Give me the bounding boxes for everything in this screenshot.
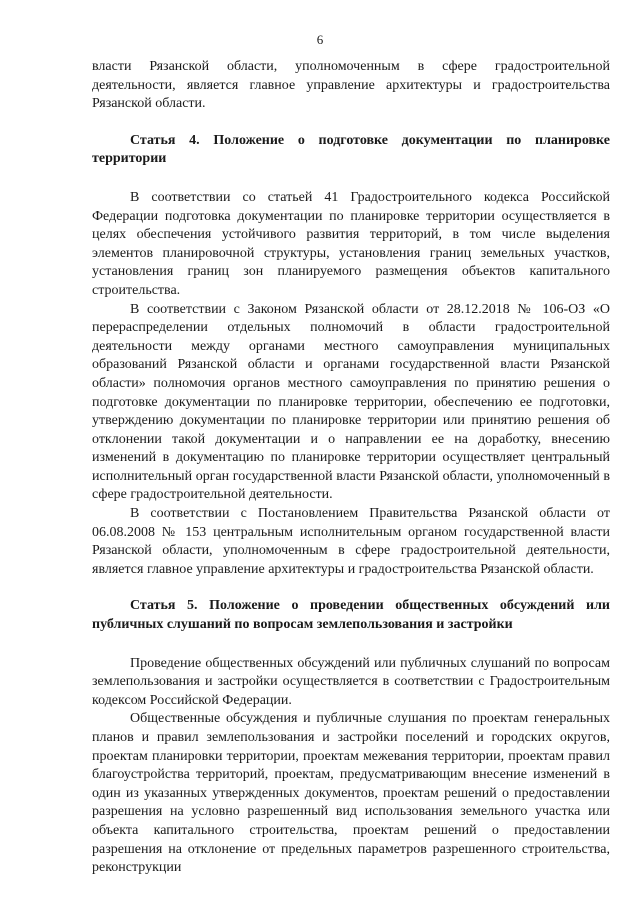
- document-body: [92, 58, 610, 878]
- article-4-paragraph-1: В соответствии со статьей 41 Градостроительного кодекса Российской Федерации подготовка документации по планировке территории осуществляется в целях обеспечения устойчивого развития территорий, в том числе выделения элементов планировочной структуры, установления границ земельных участков, установления границ зон планируемого размещения объектов капитального строительства.: [92, 189, 610, 298]
- article-4-paragraph-3: В соответствии с Постановлением Правительства Рязанской области от 06.08.2008 № 153 центральным исполнительным органом государственной власти Рязанской области, уполномоченным в сфере градостроительной деятельности, является главное управление архитектуры и градостроительства Рязанской области.: [92, 506, 610, 577]
- page-number: 6: [316, 32, 324, 47]
- paragraph-continuation: власти Рязанской области, уполномоченным в сфере градостроительной деятельности, является главное управление архитектуры и градостроительства Рязанской области.: [92, 59, 610, 112]
- article-4-paragraph-2: В соответствии с Законом Рязанской области от 28.12.2018 № 106-ОЗ «О перераспределении отдельных полномочий в области градостроительной деятельности между органами местного самоуправления муниципальных образований Рязанской области и органами государственной власти Рязанской области» полномочия органов местного самоуправления по принятию решения о подготовке документации по планировке территории, обеспечению ее подготовки, утверждению документации по планировке территории или принятию решения об отклонении такой документации и о направлении ее на доработку, внесению изменений в документацию по планировке территории осуществляет центральный исполнительный орган государственной власти Рязанской области, уполномоченный в сфере градостроительной деятельности.: [92, 301, 610, 503]
- article-5-heading: Статья 5. Положение о проведении общественных обсуждений или публичных слушаний по вопросам землепользования и застройки: [92, 598, 610, 633]
- article-4-heading: Статья 4. Положение о подготовке документации по планировке территории: [92, 132, 610, 167]
- article-5-paragraph-2: Общественные обсуждения и публичные слушания по проектам генеральных планов и правил землепользования и застройки поселений и городских округов, проектам планировки территории, проектам межевания территории, проектам правил благоустройства территорий, проектам, предусматривающим внесение изменений в один из указанных утвержденных документов, проектам решений о предоставлении разрешения на условно разрешенный вид использования земельного участка или объекта капитального строительства, проектам решений о предоставлении разрешения на отклонение от предельных параметров разрешенного строительства, реконструкции: [92, 711, 610, 876]
- article-5-paragraph-1: Проведение общественных обсуждений или публичных слушаний по вопросам землепользования и застройки осуществляется в соответствии с Градостроительным кодексом Российской Федерации.: [92, 655, 610, 708]
